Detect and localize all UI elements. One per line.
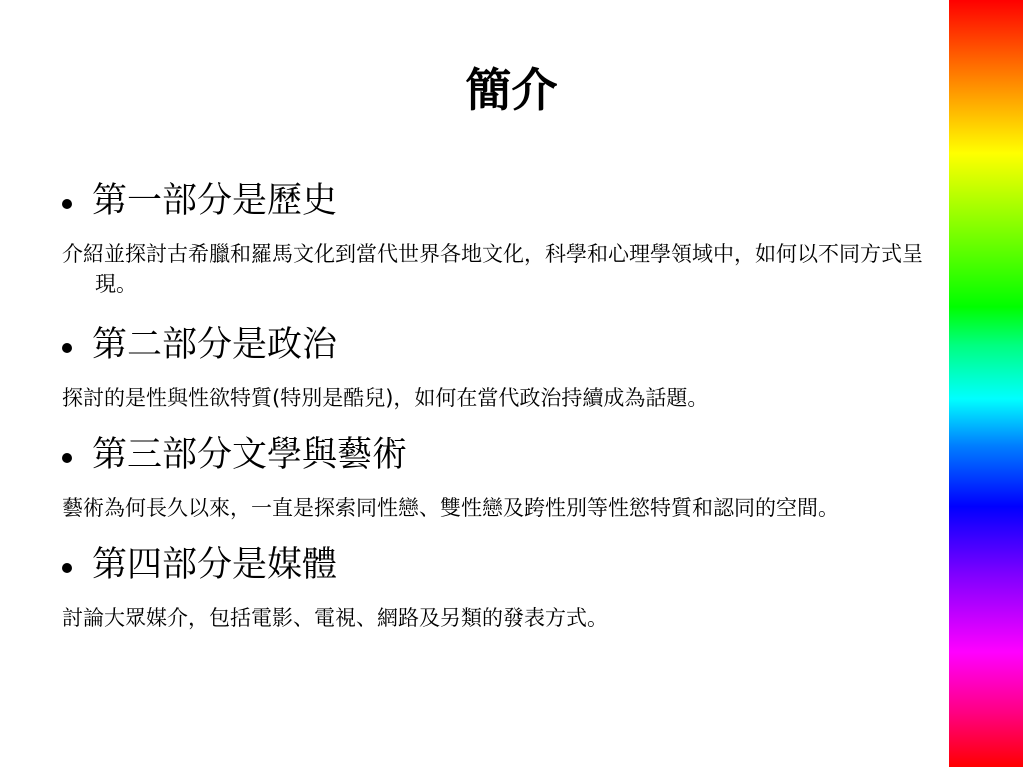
section-heading bbox=[62, 539, 932, 591]
section-literature-art bbox=[62, 429, 932, 523]
section-heading-text: 第一部分是歷史 bbox=[92, 181, 338, 221]
section-heading-text: 第三部分文學與藝術 bbox=[92, 435, 408, 475]
section-heading-text: 第四部分是媒體 bbox=[92, 545, 338, 585]
bullet-icon bbox=[62, 199, 72, 209]
slide-content bbox=[62, 175, 932, 649]
section-heading bbox=[62, 429, 932, 481]
bullet-icon bbox=[62, 563, 72, 573]
rainbow-gradient-bar bbox=[949, 0, 1023, 767]
section-politics bbox=[62, 319, 932, 413]
slide-title: 簡介 bbox=[465, 63, 558, 117]
section-description: 介紹並探討古希臘和羅馬文化到當代世界各地文化，科學和心理學領域中，如何以不同方式呈現。 bbox=[62, 242, 923, 296]
section-heading-text: 第二部分是政治 bbox=[92, 325, 338, 365]
section-media bbox=[62, 539, 932, 633]
section-history bbox=[62, 175, 932, 299]
section-heading bbox=[62, 175, 932, 227]
bullet-icon bbox=[62, 343, 72, 353]
section-description: 探討的是性與性欲特質(特別是酷兒)，如何在當代政治持續成為話題。 bbox=[62, 386, 709, 410]
section-description: 藝術為何長久以來，一直是探索同性戀、雙性戀及跨性別等性慾特質和認同的空間。 bbox=[62, 496, 839, 520]
section-description: 討論大眾媒介，包括電影、電視、網路及另類的發表方式。 bbox=[62, 606, 608, 630]
section-heading bbox=[62, 319, 932, 371]
bullet-icon bbox=[62, 453, 72, 463]
